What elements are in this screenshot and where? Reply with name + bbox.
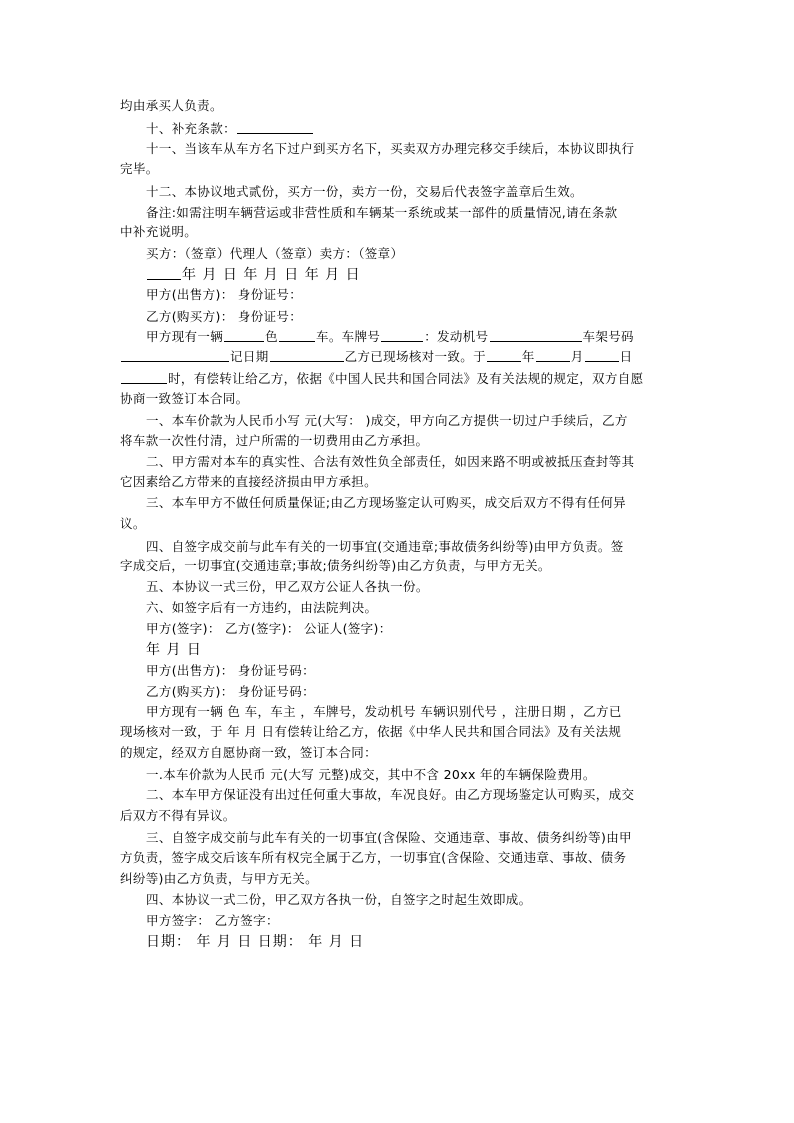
text-line: 协商一致签订本合同。	[120, 391, 249, 406]
clause-2: 二、本车甲方保证没有出过任何重大事故，车况良好。由乙方现场鉴定认可购买，成交	[146, 787, 635, 802]
clause-3: 三、自签字成交前与此车有关的一切事宜(含保险、交通违章、事故、债务纠纷等)由甲	[146, 830, 632, 845]
buyer-line: 乙方(购买方)： 身份证号码：	[146, 684, 315, 699]
text-line: 的规定，经双方自愿协商一致，签订本合同：	[120, 745, 378, 760]
signature-line: 买方：（签章）代理人（签章）卖方：（签章）	[146, 246, 404, 261]
signature-line: 甲方(签字)： 乙方(签字)： 公证人(签字)：	[146, 621, 392, 636]
text-line: 将车款一次性付清，过户所需的一切费用由乙方承担。	[120, 433, 429, 448]
date-line: 日期： 年 月 日 日期： 年 月 日	[146, 934, 365, 950]
buyer-line: 乙方(购买方)： 身份证号：	[146, 309, 303, 324]
clause-4: 四、本协议一式二份，甲乙双方各执一份，自签字之时起生效即成。	[146, 892, 532, 907]
text-line: 纠纷等)由乙方负责，与甲方无关。	[120, 871, 318, 886]
blank-underline[interactable]	[279, 328, 315, 342]
blank-underline[interactable]	[237, 120, 313, 134]
clause-2: 二、甲方需对本车的真实性、合法有效性负全部责任，如因来路不明或被抵压查封等其	[146, 454, 635, 469]
date-line: 年 月 日 年 月 日 年 月 日	[146, 265, 680, 285]
clause-10: 十、补充条款：	[146, 119, 680, 139]
blank-underline[interactable]	[536, 348, 570, 362]
clause-1: 一.本车价款为人民币 元(大写 元整)成交，其中不含 20xx 年的车辆保险费用。	[146, 767, 596, 782]
blank-underline[interactable]	[381, 328, 423, 342]
seller-line: 甲方(出售方)： 身份证号码：	[146, 663, 315, 678]
remark-line: 备注:如需注明车辆营运或非营性质和车辆某一系统或某一部件的质量情况,请在条款	[146, 205, 618, 220]
vehicle-line: 甲方现有一辆 色 车。车牌号 ：发动机号 车架号码	[146, 329, 634, 344]
date-line: 年 月 日	[146, 642, 202, 658]
text-line: 议。	[120, 516, 146, 531]
text-line: 它因素给乙方带来的直接经济损由甲方承担。	[120, 474, 378, 489]
text-line: 字成交后，一切事宜(交通违章;事故;债务纠纷等)由乙方负责，与甲方无关。	[120, 558, 551, 573]
blank-underline[interactable]	[270, 348, 344, 362]
clause-4: 四、自签字成交前与此车有关的一切事宜(交通违章;事故债务纠纷等)由甲方负责。签	[146, 539, 624, 554]
clause-5: 五、本协议一式三份，甲乙双方公证人各执一份。	[146, 579, 429, 594]
clause-11: 十一、当该车从车方名下过户到买方名下，买卖双方办理完移交手续后，本协议即执行	[146, 141, 635, 156]
text-line: 后双方不得有异议。	[120, 808, 236, 823]
vehicle-line-2: 记日期 乙方已现场核对一致。于 年 月 日	[120, 347, 680, 367]
blank-underline[interactable]	[121, 370, 167, 384]
blank-underline[interactable]	[585, 348, 619, 362]
blank-underline[interactable]	[490, 328, 582, 342]
blank-underline[interactable]	[487, 348, 521, 362]
text-line: 均由承买人负责。	[120, 98, 223, 113]
vehicle-line: 甲方现有一辆 色 车，车主 ，车牌号，发动机号 车辆识别代号 ，注册日期 ，乙方已	[146, 704, 622, 719]
text-line: 方负责，签字成交后该车所有权完全属于乙方，一切事宜(含保险、交通违章、事故、债务	[120, 850, 627, 865]
blank-underline[interactable]	[147, 266, 181, 280]
text-line: 中补充说明。	[120, 224, 198, 239]
clause-3: 三、本车甲方不做任何质量保证;由乙方现场鉴定认可购买，成交后双方不得有任何异	[146, 495, 627, 510]
seller-line: 甲方(出售方)： 身份证号：	[146, 287, 303, 302]
vehicle-line-3: 时，有偿转让给乙方，依据《中国人民共和国合同法》及有关法规的规定，双方自愿	[120, 369, 680, 389]
clause-1: 一、本车价款为人民币小写 元(大写： )成交，甲方向乙方提供一切过户手续后，乙方	[146, 413, 628, 428]
signature-line: 甲方签字： 乙方签字：	[146, 913, 279, 928]
text-line: 现场核对一致，于 年 月 日有偿转让给乙方，依据《中华人民共和国合同法》及有关法规	[120, 724, 622, 739]
blank-underline[interactable]	[224, 328, 264, 342]
blank-underline[interactable]	[121, 348, 229, 362]
clause-6: 六、如签字后有一方违约，由法院判决。	[146, 600, 378, 615]
text-line: 完毕。	[120, 161, 159, 176]
clause-12: 十二、本协议地式贰份，买方一份，卖方一份，交易后代表签字盖章后生效。	[146, 184, 583, 199]
